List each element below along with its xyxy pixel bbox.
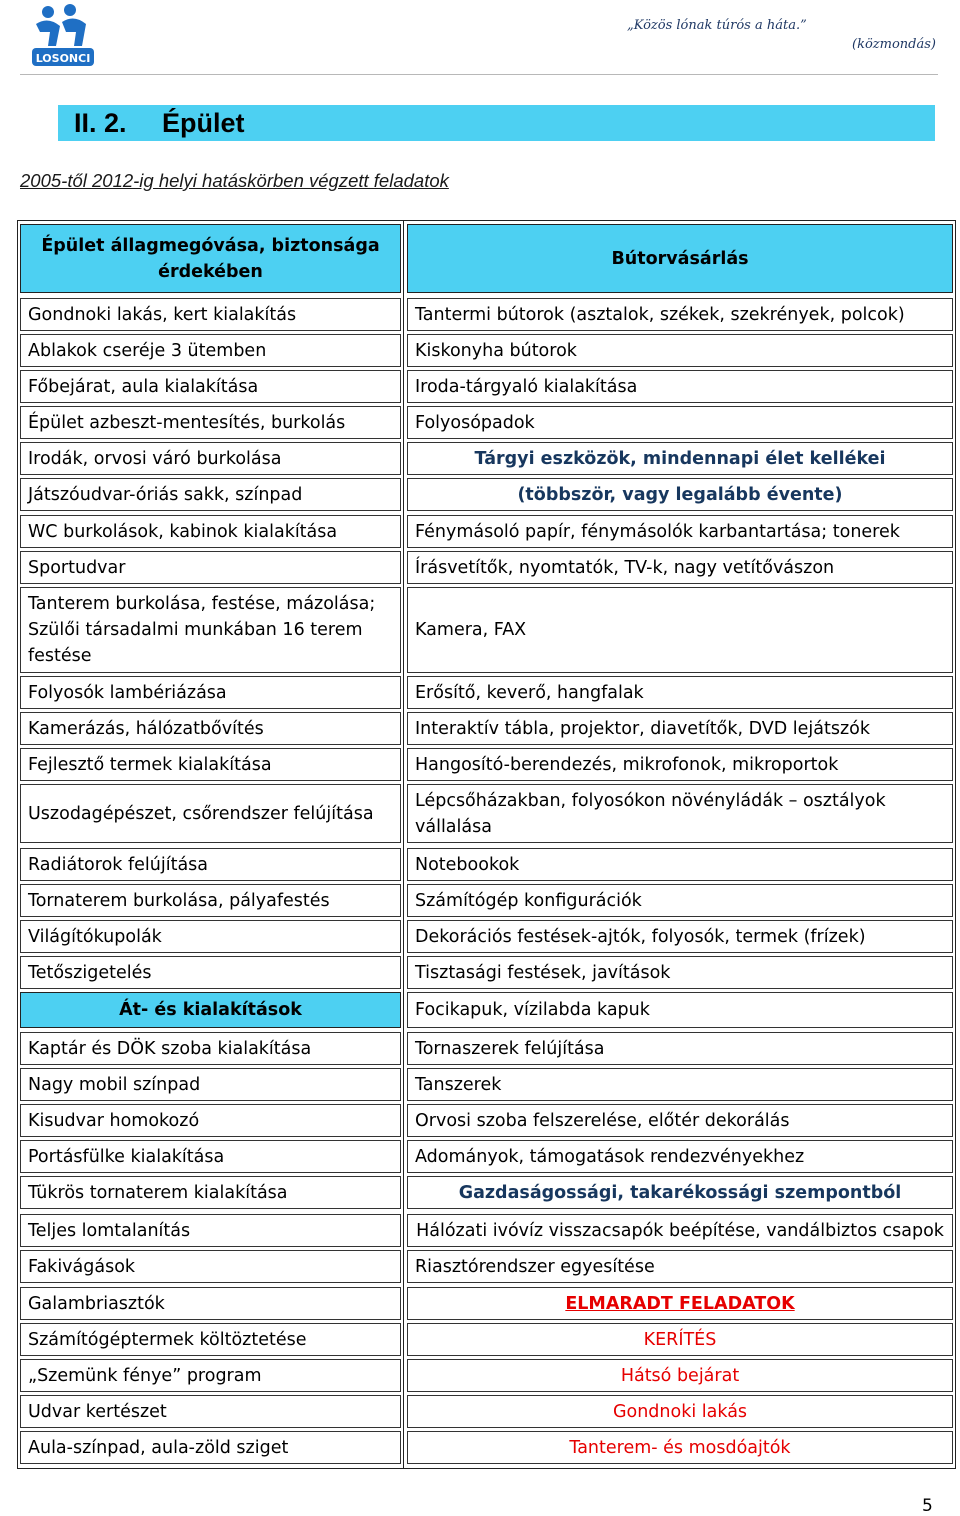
left-item: Aula-színpad, aula-zöld sziget bbox=[20, 1431, 401, 1464]
right-item: Kamera, FAX bbox=[407, 587, 953, 673]
left-item: Épület azbeszt-mentesítés, burkolás bbox=[20, 406, 401, 439]
right-item: Tanszerek bbox=[407, 1068, 953, 1101]
left-item: Kisudvar homokozó bbox=[20, 1104, 401, 1137]
left-item: Folyosók lambériázása bbox=[20, 676, 401, 709]
left-item: Számítógéptermek költöztetése bbox=[20, 1323, 401, 1356]
right-item: Focikapuk, vízilabda kapuk bbox=[407, 992, 953, 1028]
left-item: Fakivágások bbox=[20, 1250, 401, 1283]
header-divider bbox=[20, 74, 938, 75]
left-item: Galambriasztók bbox=[20, 1287, 401, 1320]
left-item: Nagy mobil színpad bbox=[20, 1068, 401, 1101]
left-item: WC burkolások, kabinok kialakítása bbox=[20, 515, 401, 548]
header-proverb: (közmondás) bbox=[852, 37, 936, 52]
right-item: Dekorációs festések-ajtók, folyosók, termek (frízek) bbox=[407, 920, 953, 953]
right-item: Írásvetítők, nyomtatók, TV-k, nagy vetítővászon bbox=[407, 551, 953, 584]
right-item: Iroda-tárgyaló kialakítása bbox=[407, 370, 953, 403]
missed-task: Hátsó bejárat bbox=[407, 1359, 953, 1392]
section-number: II. 2. bbox=[74, 107, 127, 138]
left-item: Tükrös tornaterem kialakítása bbox=[20, 1176, 401, 1209]
section-title-bar bbox=[58, 105, 935, 141]
right-heading-2b: (többször, vagy legalább évente) bbox=[407, 478, 953, 511]
left-item: Világítókupolák bbox=[20, 920, 401, 953]
left-item: Teljes lomtalanítás bbox=[20, 1214, 401, 1247]
left-item: Udvar kertészet bbox=[20, 1395, 401, 1428]
left-item: Sportudvar bbox=[20, 551, 401, 584]
right-heading-2a: Tárgyi eszközök, mindennapi élet kellékei bbox=[407, 442, 953, 475]
right-item: Tornaszerek felújítása bbox=[407, 1032, 953, 1065]
left-item: Ablakok cseréje 3 ütemben bbox=[20, 334, 401, 367]
left-item: Irodák, orvosi váró burkolása bbox=[20, 442, 401, 475]
left-item: Gondnoki lakás, kert kialakítás bbox=[20, 298, 401, 331]
right-item: Interaktív tábla, projektor, diavetítők, DVD lejátszók bbox=[407, 712, 953, 745]
building-column bbox=[18, 221, 404, 1468]
right-item: Hálózati ivóvíz visszacsapók beépítése, vandálbiztos csapok bbox=[407, 1214, 953, 1247]
right-item: Számítógép konfigurációk bbox=[407, 884, 953, 917]
left-item: Játszóudvar-óriás sakk, színpad bbox=[20, 478, 401, 511]
right-item: Folyosópadok bbox=[407, 406, 953, 439]
left-item: Tornaterem burkolása, pályafestés bbox=[20, 884, 401, 917]
left-item: Radiátorok felújítása bbox=[20, 848, 401, 881]
missed-tasks-heading: ELMARADT FELADATOK bbox=[407, 1287, 953, 1320]
left-item: Kaptár és DÖK szoba kialakítása bbox=[20, 1032, 401, 1065]
furniture-column bbox=[405, 221, 955, 1468]
section-title: Épület bbox=[162, 107, 245, 138]
right-heading: Bútorvásárlás bbox=[407, 224, 953, 293]
left-item: Tetőszigetelés bbox=[20, 956, 401, 989]
right-item: Tantermi bútorok (asztalok, székek, szekrények, polcok) bbox=[407, 298, 953, 331]
missed-task: Tanterem- és mosdóajtók bbox=[407, 1431, 953, 1464]
tasks-table bbox=[17, 220, 956, 1469]
right-item: Tisztasági festések, javítások bbox=[407, 956, 953, 989]
page-number: 5 bbox=[922, 1496, 933, 1516]
missed-task: KERÍTÉS bbox=[407, 1323, 953, 1356]
right-heading-3: Gazdaságossági, takarékossági szempontból bbox=[407, 1176, 953, 1209]
right-item: Notebookok bbox=[407, 848, 953, 881]
left-heading: Épület állagmegóvása, biztonsága érdekében bbox=[20, 224, 401, 293]
missed-task: Gondnoki lakás bbox=[407, 1395, 953, 1428]
left-item: Főbejárat, aula kialakítása bbox=[20, 370, 401, 403]
left-item: Tanterem burkolása, festése, mázolása; Szülői társadalmi munkában 16 terem festése bbox=[20, 587, 401, 673]
left-item: „Szemünk fénye” program bbox=[20, 1359, 401, 1392]
right-item: Riasztórendszer egyesítése bbox=[407, 1250, 953, 1283]
left-heading-2: Át- és kialakítások bbox=[20, 992, 401, 1028]
section-subtitle: 2005-től 2012-ig helyi hatáskörben végzett feladatok bbox=[20, 170, 449, 191]
right-item: Erősítő, keverő, hangfalak bbox=[407, 676, 953, 709]
right-item: Kiskonyha bútorok bbox=[407, 334, 953, 367]
left-item: Fejlesztő termek kialakítása bbox=[20, 748, 401, 781]
right-item: Fénymásoló papír, fénymásolók karbantartása; tonerek bbox=[407, 515, 953, 548]
left-item: Portásfülke kialakítása bbox=[20, 1140, 401, 1173]
header-quote: „Közös lónak túrós a háta.” bbox=[627, 18, 807, 33]
logo-lettering: LOSONCI bbox=[35, 52, 91, 65]
right-item: Orvosi szoba felszerelése, előtér dekorálás bbox=[407, 1104, 953, 1137]
left-item: Uszodagépészet, csőrendszer felújítása bbox=[20, 784, 401, 843]
right-item: Adományok, támogatások rendezvényekhez bbox=[407, 1140, 953, 1173]
right-item: Lépcsőházakban, folyosókon növényládák – osztályok vállalása bbox=[407, 784, 953, 843]
right-item: Hangosító-berendezés, mikrofonok, mikroportok bbox=[407, 748, 953, 781]
school-logo bbox=[28, 2, 96, 68]
left-item: Kamerázás, hálózatbővítés bbox=[20, 712, 401, 745]
